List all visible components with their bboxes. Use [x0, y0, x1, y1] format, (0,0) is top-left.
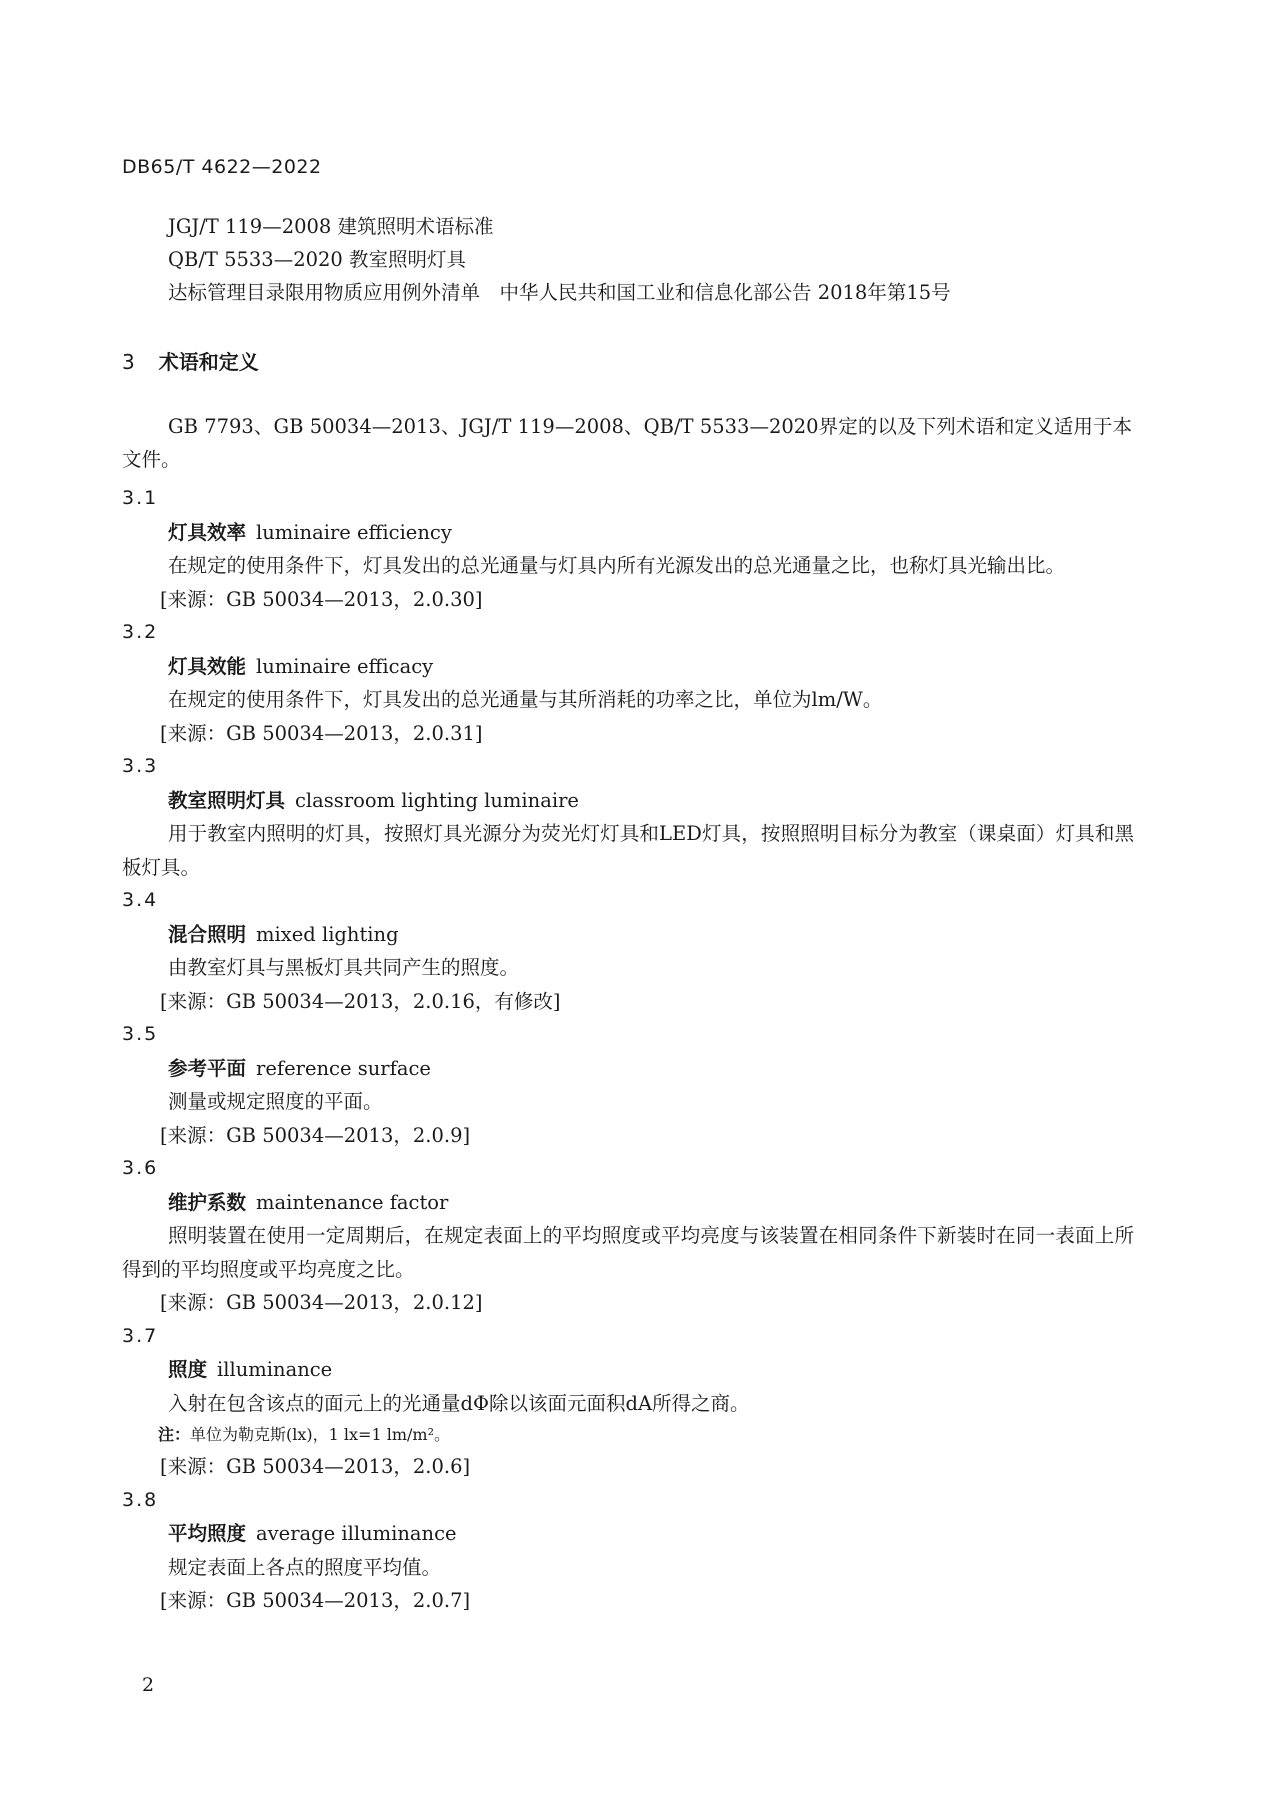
note-label: 注： — [158, 1425, 191, 1444]
term-number: 3.6 — [122, 1157, 159, 1179]
section-heading — [122, 346, 259, 375]
term-name-en: mixed lighting — [256, 922, 399, 946]
term-name-zh: 灯具效率 — [168, 520, 247, 544]
term-entry — [122, 1152, 1134, 1320]
term-heading — [122, 784, 1134, 818]
term-entry — [122, 884, 1134, 1018]
term-entry — [122, 1018, 1134, 1152]
term-number: 3.1 — [122, 487, 159, 509]
reference-item: 达标管理目录限用物质应用例外清单 中华人民共和国工业和信息化部公告 2018年第15号 — [168, 281, 951, 304]
term-definition: 照明装置在使用一定周期后，在规定表面上的平均照度或平均亮度与该装置在相同条件下新装时在同一表面上所得到的平均照度或平均亮度之比。 — [122, 1224, 1134, 1281]
term-number: 3.2 — [122, 621, 159, 643]
term-number: 3.8 — [122, 1488, 159, 1511]
term-definition: 在规定的使用条件下，灯具发出的总光通量与其所消耗的功率之比，单位为lm/W。 — [168, 688, 883, 711]
term-name-en: maintenance factor — [256, 1190, 449, 1214]
term-number: 3.3 — [122, 755, 159, 777]
term-heading — [122, 1186, 1134, 1220]
term-heading — [122, 516, 1134, 550]
term-definition: 规定表面上各点的照度平均值。 — [168, 1555, 442, 1579]
term-source: [来源：GB 50034—2013，2.0.16，有修改] — [160, 989, 561, 1013]
term-name-en: luminaire efficiency — [256, 520, 452, 544]
term-name-en: luminaire efficacy — [256, 654, 434, 678]
term-heading — [122, 918, 1134, 952]
term-heading — [122, 650, 1134, 684]
term-number: 3.4 — [122, 889, 159, 911]
section-intro: GB 7793、GB 50034—2013、JGJ/T 119—2008、QB/T 5533—2020界定的以及下列术语和定义适用于本文件。 — [122, 415, 1132, 471]
term-entry — [122, 1484, 1134, 1618]
term-number: 3.7 — [122, 1324, 159, 1347]
term-name-zh: 混合照明 — [168, 922, 247, 946]
term-name-zh: 参考平面 — [168, 1056, 247, 1080]
section-number: 3 — [122, 350, 135, 374]
section-title: 术语和定义 — [158, 350, 259, 374]
term-name-en: illuminance — [217, 1358, 333, 1381]
term-number: 3.5 — [122, 1023, 159, 1045]
standard-code: DB65/T 4622—2022 — [122, 156, 322, 178]
page-number: 2 — [142, 1674, 155, 1696]
term-heading — [122, 1052, 1134, 1086]
term-name-en: average illuminance — [256, 1522, 457, 1545]
normative-references — [168, 210, 1168, 309]
term-name-zh: 照度 — [168, 1358, 208, 1381]
term-source: [来源：GB 50034—2013，2.0.31] — [160, 721, 483, 745]
term-source: [来源：GB 50034—2013，2.0.9] — [160, 1123, 471, 1147]
term-name-en: reference surface — [256, 1056, 431, 1080]
term-list — [122, 482, 1134, 1618]
term-entry — [122, 616, 1134, 750]
term-name-en: classroom lighting luminaire — [295, 788, 579, 812]
term-entry — [122, 750, 1134, 884]
term-heading — [122, 1517, 1134, 1551]
term-definition: 用于教室内照明的灯具，按照灯具光源分为荧光灯灯具和LED灯具，按照照明目标分为教室（课桌面）灯具和黑板灯具。 — [122, 822, 1134, 879]
term-definition: 在规定的使用条件下，灯具发出的总光通量与灯具内所有光源发出的总光通量之比，也称灯具光输出比。 — [168, 554, 1066, 577]
reference-item: QB/T 5533—2020 教室照明灯具 — [168, 248, 467, 271]
term-entry — [122, 1320, 1134, 1484]
term-name-zh: 灯具效能 — [168, 654, 247, 678]
note-text: 单位为勒克斯(lx)，1 lx=1 lm/m²。 — [190, 1425, 450, 1444]
term-name-zh: 维护系数 — [168, 1190, 247, 1214]
term-heading — [122, 1353, 1134, 1387]
term-source: [来源：GB 50034—2013，2.0.30] — [160, 587, 483, 611]
term-name-zh: 平均照度 — [168, 1522, 247, 1545]
term-source: [来源：GB 50034—2013，2.0.6] — [160, 1455, 471, 1478]
term-definition: 由教室灯具与黑板灯具共同产生的照度。 — [168, 956, 520, 979]
term-entry — [122, 482, 1134, 616]
term-name-zh: 教室照明灯具 — [168, 788, 286, 812]
reference-item: JGJ/T 119—2008 建筑照明术语标准 — [168, 215, 494, 238]
term-definition: 测量或规定照度的平面。 — [168, 1090, 383, 1113]
term-source: [来源：GB 50034—2013，2.0.12] — [160, 1291, 483, 1314]
term-definition: 入射在包含该点的面元上的光通量dΦ除以该面元面积dA所得之商。 — [168, 1391, 750, 1415]
term-note — [122, 1420, 1134, 1450]
term-source: [来源：GB 50034—2013，2.0.7] — [160, 1589, 471, 1612]
